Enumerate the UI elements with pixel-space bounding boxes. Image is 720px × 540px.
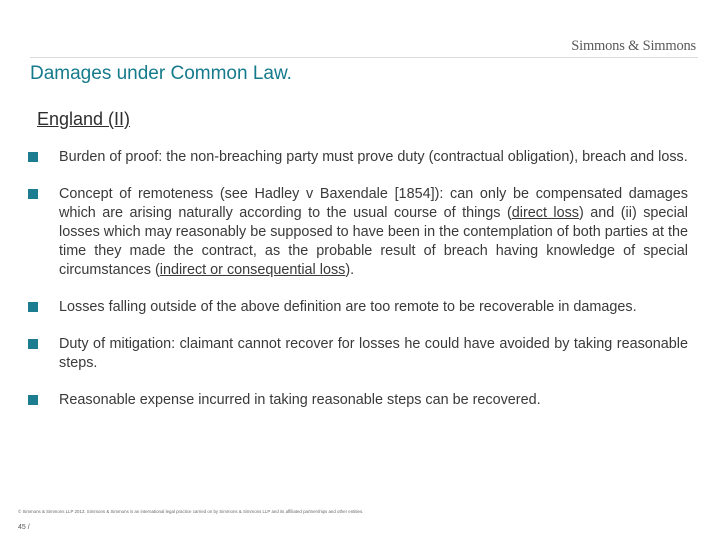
underlined-term-indirect-loss: indirect or consequential loss <box>159 262 346 278</box>
bullet-item <box>28 148 688 167</box>
bullet-list <box>28 148 688 410</box>
bullet-text: Duty of mitigation: claimant cannot recover for losses he could have avoided by taking reasonable steps. <box>59 336 688 371</box>
bullet-text-end: ). <box>345 262 355 278</box>
header-divider <box>30 57 698 58</box>
underlined-term-direct-loss: direct loss <box>511 205 580 221</box>
bullet-item <box>28 391 688 410</box>
copyright-footer: © Simmons & Simmons LLP 2013. Simmons & Simmons is an international legal practice carried on by Simmons & Simmons LLP and its affiliated partnerships and other entities. <box>18 509 364 514</box>
square-bullet-icon <box>28 302 38 312</box>
square-bullet-icon <box>28 395 38 405</box>
square-bullet-icon <box>28 189 38 199</box>
bullet-item <box>28 185 688 280</box>
bullet-text-middle: ) and (ii) special losses which may reasonably be supposed to have been in the contemplation of both parties at the time they made the contract, as the probable result of breach having knowledge of special circumstances ( <box>59 205 689 278</box>
firm-logo: Simmons & Simmons <box>571 38 696 54</box>
square-bullet-icon <box>28 152 38 162</box>
bullet-item <box>28 298 688 317</box>
square-bullet-icon <box>28 339 38 349</box>
slide-subtitle: England (II) <box>37 109 131 129</box>
bullet-item <box>28 335 688 373</box>
bullet-text: Reasonable expense incurred in taking reasonable steps can be recovered. <box>59 392 541 408</box>
bullet-text: Burden of proof: the non-breaching party must prove duty (contractual obligation), breach and loss. <box>59 149 688 165</box>
slide-title: Damages under Common Law. <box>30 63 292 84</box>
bullet-text: Losses falling outside of the above definition are too remote to be recoverable in damages. <box>59 299 637 315</box>
page-number: 45 / <box>18 524 30 531</box>
bullet-text-start: Concept of remoteness (see Hadley v Baxendale [1854]): can only be compensated damages which are arising naturally according to the usual course of things ( <box>59 186 688 221</box>
